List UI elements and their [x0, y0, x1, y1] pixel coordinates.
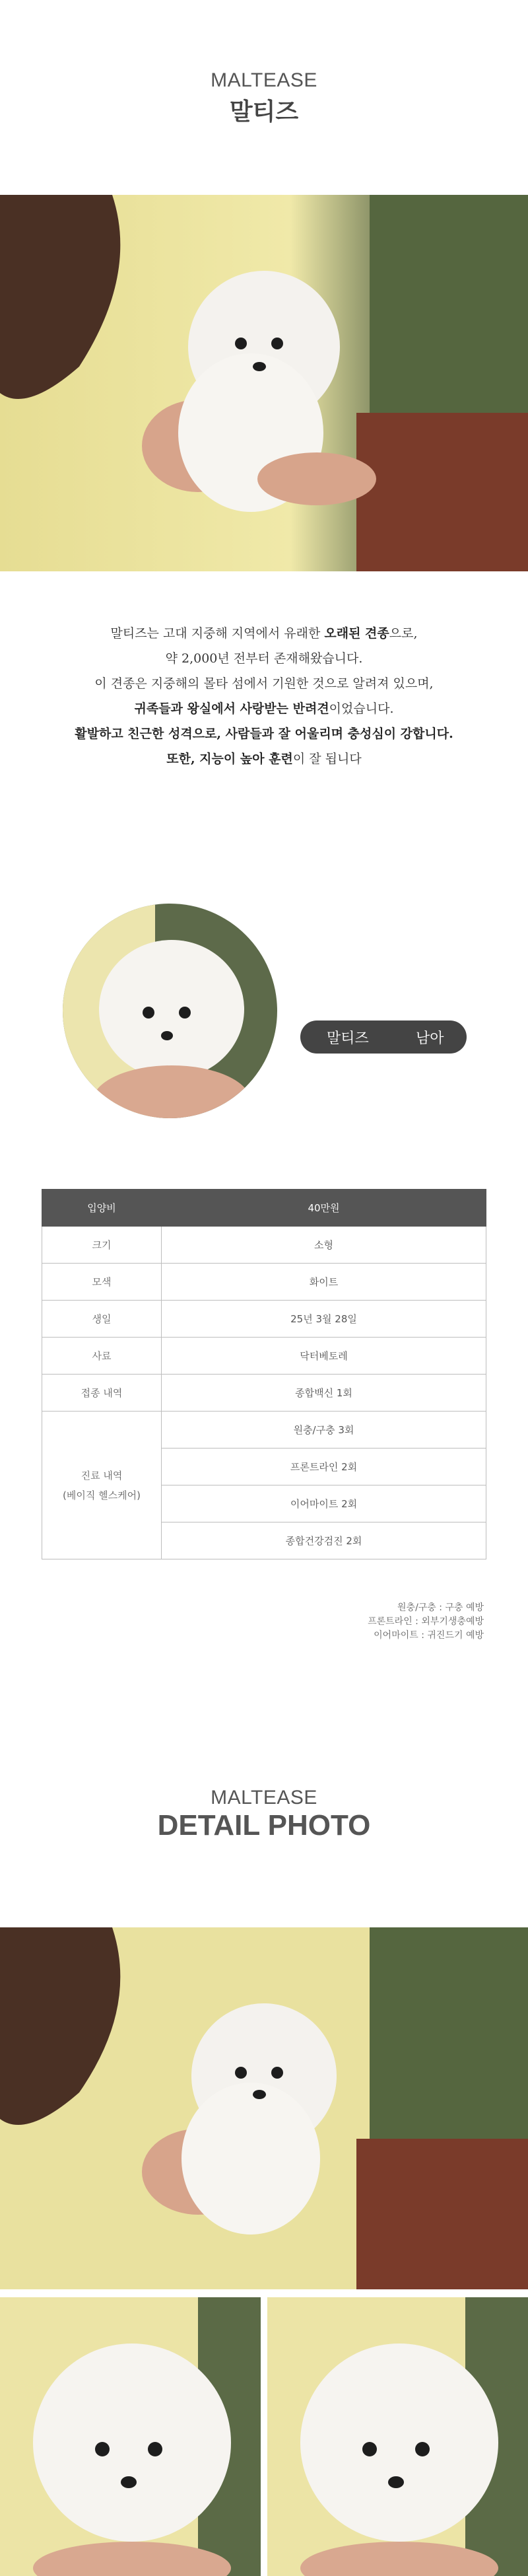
hero-photo	[0, 195, 528, 571]
treatment-label	[42, 1412, 162, 1559]
treatment-label-line1: 진료 내역	[81, 1469, 123, 1482]
profile-pill	[300, 1020, 467, 1054]
table-row	[42, 1412, 486, 1449]
desc-line: 말티즈는 고대 지중해 지역에서 유래한 오래된 견종으로,	[110, 626, 418, 641]
footnotes	[368, 1601, 484, 1643]
profile-sex: 남아	[416, 1030, 444, 1047]
intro-title-ko: 말티즈	[229, 98, 299, 125]
table-header-value: 40만원	[162, 1190, 486, 1227]
row-label: 생일	[42, 1301, 162, 1338]
row-label: 모색	[42, 1264, 162, 1301]
desc-line: 귀족들과 왕실에서 사랑받는 반려견이었습니다.	[134, 701, 394, 716]
detail-header	[0, 1787, 528, 1842]
treatment-value: 이어마이트 2회	[162, 1485, 486, 1522]
detail-title-en: MALTEASE	[211, 1787, 317, 1808]
treatment-value: 원충/구충 3회	[162, 1412, 486, 1449]
table-header-label: 입양비	[42, 1190, 162, 1227]
row-value: 닥터베토레	[162, 1338, 486, 1375]
footnote: 원충/구충 : 구충 예방	[397, 1602, 484, 1613]
row-label: 접종 내역	[42, 1375, 162, 1412]
detail-photo-large	[0, 1927, 528, 2289]
treatment-label-line2: (베이직 헬스케어)	[63, 1489, 141, 1501]
treatment-value: 종합건강검진 2회	[162, 1522, 486, 1559]
row-value: 25년 3월 28일	[162, 1301, 486, 1338]
row-value: 종합백신 1회	[162, 1375, 486, 1412]
desc-line: 이 견종은 지중해의 몰타 섬에서 기원한 것으로 알려져 있으며,	[94, 676, 434, 691]
table-row	[42, 1264, 486, 1301]
desc-line: 활발하고 친근한 성격으로, 사람들과 잘 어울리며 충성심이 강합니다.	[75, 727, 453, 741]
table-header-row	[42, 1190, 486, 1227]
profile-breed: 말티즈	[327, 1030, 369, 1047]
table-row	[42, 1301, 486, 1338]
footnote: 프론트라인 : 외부기생충예방	[368, 1616, 484, 1627]
intro-header	[0, 69, 528, 127]
table-row	[42, 1375, 486, 1412]
treatment-value: 프론트라인 2회	[162, 1449, 486, 1485]
breed-description	[0, 621, 528, 771]
info-table	[42, 1189, 486, 1559]
row-label: 사료	[42, 1338, 162, 1375]
desc-line: 또한, 지능이 높아 훈련이 잘 됩니다	[166, 752, 362, 766]
intro-title-en: MALTEASE	[211, 69, 317, 91]
table-row	[42, 1338, 486, 1375]
footnote: 이어마이트 : 귀진드기 예방	[374, 1630, 484, 1641]
profile-photo	[63, 904, 277, 1118]
row-label: 크기	[42, 1227, 162, 1264]
detail-photo-left	[0, 2297, 261, 2576]
table-row	[42, 1227, 486, 1264]
detail-title: DETAIL PHOTO	[157, 1809, 371, 1842]
row-value: 화이트	[162, 1264, 486, 1301]
row-value: 소형	[162, 1227, 486, 1264]
desc-line: 약 2,000년 전부터 존재해왔습니다.	[165, 651, 363, 666]
detail-photo-right	[267, 2297, 528, 2576]
